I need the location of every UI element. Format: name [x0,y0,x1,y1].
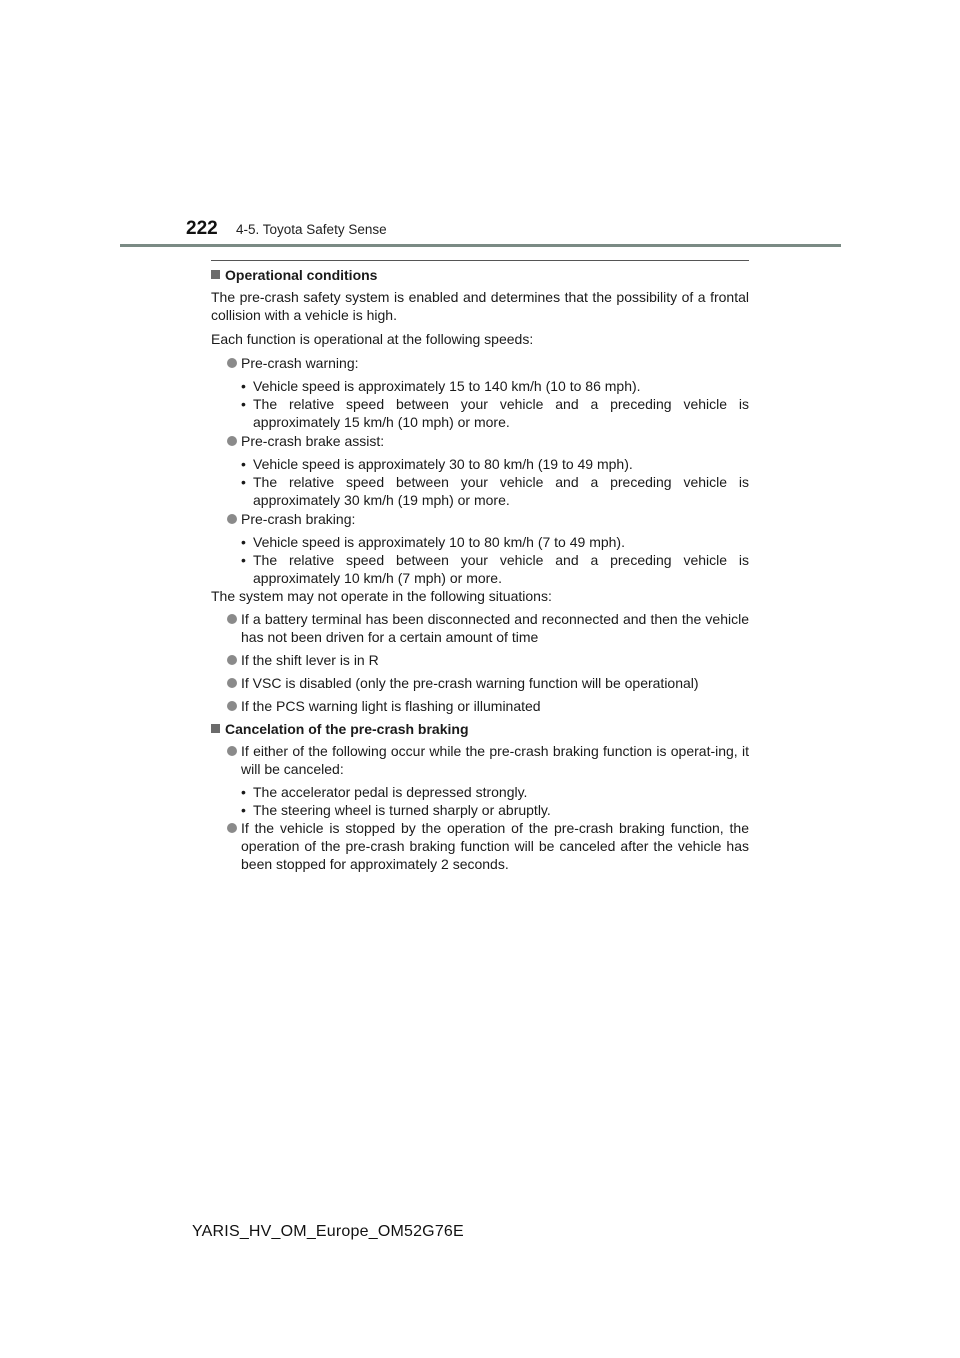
sub-list-item [241,551,749,587]
section-title: Operational conditions [225,267,378,283]
document-code: YARIS_HV_OM_Europe_OM52G76E [192,1223,464,1240]
circle-bullet-icon [227,701,237,711]
sub-list-item [241,377,749,395]
sub-list-item [241,801,749,819]
sub-item-text: Vehicle speed is approximately 10 to 80 km/h (7 to 49 mph). [253,534,625,550]
circle-bullet-icon [227,514,237,524]
dot-marker: • [241,802,246,818]
list-item-cancel-condition [227,742,749,778]
list-item-cancel-condition [227,819,749,873]
dot-marker: • [241,378,246,394]
bullet-label: Pre-crash brake assist: [241,433,385,449]
circle-bullet-icon [227,655,237,665]
dot-marker: • [241,474,246,490]
circle-bullet-icon [227,614,237,624]
page-content [211,266,749,873]
circle-bullet-icon [227,436,237,446]
circle-bullet-icon [227,678,237,688]
header-rule [120,244,841,247]
sub-item-text: The steering wheel is turned sharply or abruptly. [253,802,551,818]
sub-item-text: Vehicle speed is approximately 30 to 80 km/h (19 to 49 mph). [253,456,633,472]
list-item-situation [227,610,749,646]
sub-list-item [241,395,749,431]
sub-list-item [241,455,749,473]
dot-marker: • [241,784,246,800]
dot-marker: • [241,534,246,550]
chapter-title: 4-5. Toyota Safety Sense [236,222,387,237]
page-number: 222 [186,218,218,239]
intro-paragraph: The pre-crash safety system is enabled and determines that the possibility of a frontal collision with a vehicle is high. [211,289,749,323]
situation-text: If VSC is disabled (only the pre-crash warning function will be operational) [241,675,699,691]
sub-item-text: The accelerator pedal is depressed strongly. [253,784,528,800]
section-divider [211,260,749,261]
sub-item-text: The relative speed between your vehicle and a preceding vehicle is approximately 15 km/h (10 mph) or more. [253,396,749,430]
bullet-label: Pre-crash braking: [241,511,356,527]
bullet-label: Pre-crash warning: [241,355,359,371]
sub-item-text: The relative speed between your vehicle and a preceding vehicle is approximately 10 km/h (7 mph) or more. [253,552,749,586]
not-operate-intro: The system may not operate in the following situations: [211,588,552,604]
bullet-text: If either of the following occur while the pre-crash braking function is operat-ing, it will be canceled: [241,743,749,777]
square-bullet-icon [211,270,220,279]
list-item-situation [227,674,749,692]
sub-item-text: Vehicle speed is approximately 15 to 140 km/h (10 to 86 mph). [253,378,641,394]
circle-bullet-icon [227,746,237,756]
situation-text: If the shift lever is in R [241,652,379,668]
list-item-pre-crash-warning [227,354,749,372]
list-item-pre-crash-brake-assist [227,432,749,450]
dot-marker: • [241,396,246,412]
section-title: Cancelation of the pre-crash braking [225,721,469,737]
circle-bullet-icon [227,358,237,368]
square-bullet-icon [211,724,220,733]
situation-text: If a battery terminal has been disconnected and reconnected and then the vehicle has not been driven for a certain amount of time [241,611,749,645]
list-item-pre-crash-braking [227,510,749,528]
sub-list-item [241,783,749,801]
dot-marker: • [241,456,246,472]
section-heading-operational [211,266,749,284]
list-item-situation [227,651,749,669]
speeds-intro: Each function is operational at the following speeds: [211,331,534,347]
dot-marker: • [241,552,246,568]
situation-text: If the PCS warning light is flashing or illuminated [241,698,541,714]
section-heading-cancelation [211,720,749,738]
bullet-text: If the vehicle is stopped by the operation of the pre-crash braking function, the operation of the pre-crash braking function will be canceled after the vehicle has been stopped for approximately 2 seconds. [241,820,749,872]
sub-item-text: The relative speed between your vehicle and a preceding vehicle is approximately 30 km/h (19 mph) or more. [253,474,749,508]
circle-bullet-icon [227,823,237,833]
list-item-situation [227,697,749,715]
sub-list-item [241,533,749,551]
sub-list-item [241,473,749,509]
